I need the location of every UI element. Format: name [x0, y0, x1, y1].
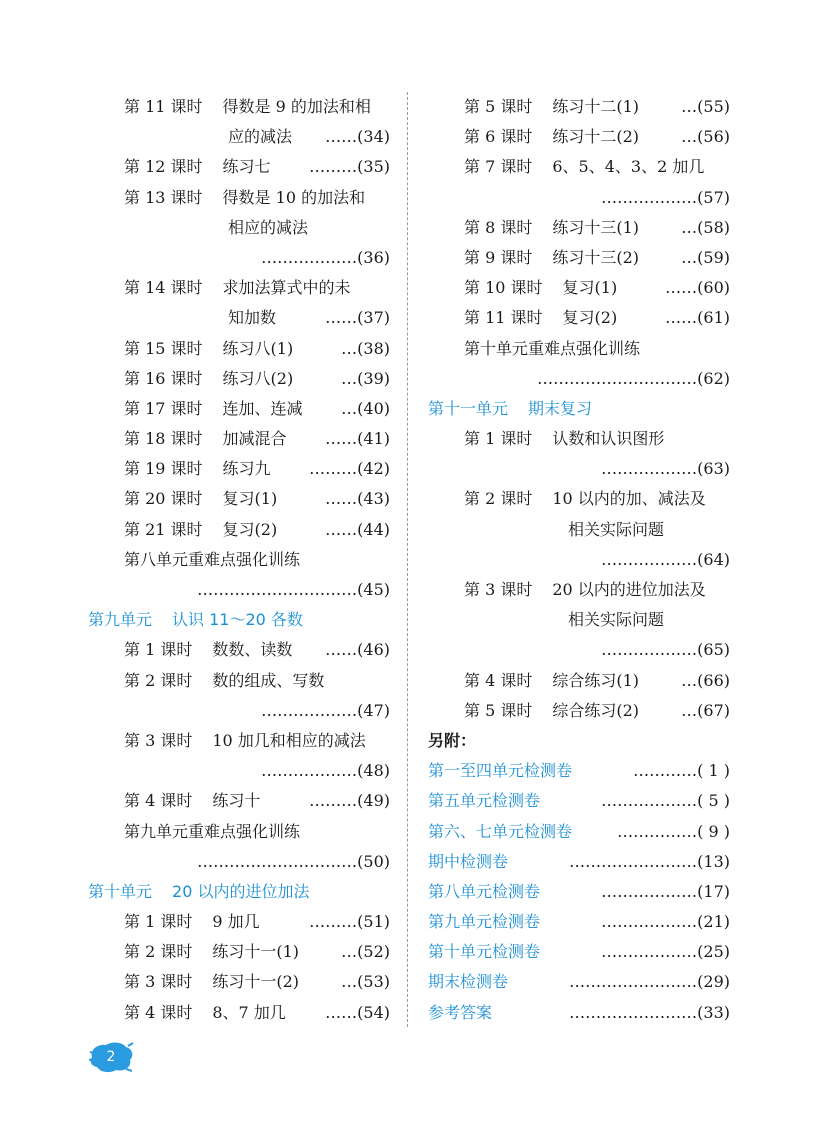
toc-leader — [601, 786, 730, 816]
lesson-title: 练习十二(1) — [552, 97, 640, 116]
toc-leader — [325, 303, 390, 333]
toc-entry — [88, 183, 390, 213]
lesson-number: 第 2 课时 — [124, 670, 193, 690]
lesson-title: 综合练习(2) — [552, 700, 640, 720]
appendix-entry — [428, 877, 730, 907]
toc-entry — [88, 937, 390, 967]
lesson-number: 第 11 课时 — [464, 308, 543, 328]
toc-dots: … — [681, 670, 698, 690]
lesson-number: 第 1 课时 — [124, 640, 193, 660]
toc-leader — [601, 907, 730, 937]
lesson-number: 第 4 课时 — [124, 791, 193, 811]
toc-page-number: (56) — [697, 127, 730, 147]
toc-leader — [569, 847, 730, 877]
lesson-number: 第 6 课时 — [464, 127, 533, 147]
appendix-entry — [428, 786, 730, 816]
toc-dots: ……………… — [601, 881, 698, 901]
lesson-title: 练习八(1) — [222, 338, 294, 358]
toc-leader — [341, 937, 390, 967]
toc-leader-line — [88, 756, 390, 786]
toc-leader-line — [88, 847, 390, 877]
unit-title: 20 以内的进位加法 — [172, 881, 310, 901]
lesson-number: 第 1 课时 — [464, 429, 533, 449]
toc-leader — [261, 696, 390, 726]
toc-leader-line — [88, 575, 390, 605]
toc-page-number: (17) — [697, 881, 730, 901]
unit-review-entry — [88, 817, 390, 847]
toc-leader — [601, 937, 730, 967]
toc-entry — [428, 273, 730, 303]
lesson-number: 第 12 课时 — [124, 157, 203, 177]
appendix-entry — [428, 817, 730, 847]
toc-dots: ………………………… — [197, 580, 358, 599]
toc-dots: … — [681, 127, 698, 147]
toc-leader — [665, 303, 730, 333]
toc-entry — [428, 484, 730, 514]
toc-dots: ……………… — [601, 640, 698, 660]
toc-dots: …… — [325, 1002, 358, 1022]
toc-dots: ……………… — [601, 187, 698, 207]
toc-entry — [88, 273, 390, 303]
toc-leader — [681, 122, 730, 152]
toc-dots: ………… — [633, 761, 698, 781]
appendix-title: 期中检测卷 — [428, 851, 509, 871]
lesson-number: 第 4 课时 — [464, 670, 533, 690]
unit-name: 第十一单元 — [428, 398, 509, 418]
toc-page-number: ( 9 ) — [697, 821, 730, 841]
appendix-title: 第一至四单元检测卷 — [428, 761, 573, 781]
appendix-entry — [428, 967, 730, 997]
toc-leader — [601, 454, 730, 484]
toc-dots: …………………… — [569, 851, 698, 871]
lesson-number: 第 17 课时 — [124, 398, 203, 418]
lesson-title: 8、7 加几 — [212, 1002, 286, 1022]
lesson-title: 复习(2) — [562, 308, 618, 328]
toc-page-number: (54) — [357, 1002, 390, 1022]
lesson-number: 第 11 课时 — [124, 97, 203, 116]
toc-dots: ……………… — [601, 942, 698, 962]
lesson-title: 得数是 9 的加法和相 — [222, 97, 371, 116]
toc-dots: ……………… — [261, 700, 358, 720]
toc-page-number: (46) — [357, 640, 390, 660]
appendix-title: 第九单元检测卷 — [428, 912, 541, 932]
toc-leader — [325, 122, 390, 152]
toc-page-number: (53) — [357, 972, 390, 992]
toc-entry — [428, 213, 730, 243]
toc-page-number: (64) — [697, 549, 730, 569]
appendix-title: 期末检测卷 — [428, 972, 509, 992]
toc-page-number: (50) — [357, 851, 390, 871]
toc-entry — [88, 334, 390, 364]
unit-title: 认识 11～20 各数 — [172, 610, 303, 630]
toc-leader-line — [428, 635, 730, 665]
lesson-title: 20 以内的进位加法及 — [552, 580, 706, 599]
toc-entry — [88, 635, 390, 665]
lesson-title: 9 加几 — [212, 912, 260, 932]
toc-dots: ……………… — [601, 549, 698, 569]
toc-leader — [341, 394, 390, 424]
lesson-title: 数数、读数 — [212, 640, 293, 660]
unit-name: 第十单元 — [88, 881, 153, 901]
toc-page-number: (41) — [357, 429, 390, 449]
toc-page-number: (62) — [697, 368, 730, 388]
appendix-entry — [428, 937, 730, 967]
toc-page-number: ( 5 ) — [697, 791, 730, 811]
lesson-number: 第 14 课时 — [124, 278, 203, 298]
toc-leader — [341, 967, 390, 997]
toc-page-number: (44) — [357, 519, 390, 539]
toc-dots: ………………………… — [197, 851, 358, 871]
toc-entry — [428, 243, 730, 273]
toc-dots: … — [341, 368, 358, 388]
appendix-entry — [428, 847, 730, 877]
lesson-title: 练习九 — [222, 459, 271, 479]
toc-page-number: (55) — [697, 97, 730, 116]
lesson-number: 第 16 课时 — [124, 368, 203, 388]
toc-leader — [601, 877, 730, 907]
lesson-title: 知加数 — [228, 308, 277, 328]
lesson-title: 相关实际问题 — [568, 610, 665, 630]
toc-entry-continued — [428, 605, 730, 635]
toc-dots: ……………… — [261, 247, 358, 267]
toc-dots: ……………… — [261, 761, 358, 781]
toc-entry — [428, 122, 730, 152]
toc-leader-line — [88, 243, 390, 273]
toc-leader-line — [428, 183, 730, 213]
lesson-title: 练习十一(1) — [212, 942, 300, 962]
toc-dots: …… — [325, 429, 358, 449]
toc-page-number: (34) — [357, 127, 390, 147]
lesson-number: 第 19 课时 — [124, 459, 203, 479]
toc-leader — [325, 635, 390, 665]
toc-page-number: (60) — [697, 278, 730, 298]
toc-dots: ……… — [309, 459, 358, 479]
unit-title: 期末复习 — [528, 398, 593, 418]
toc-leader — [601, 183, 730, 213]
lesson-title: 相应的减法 — [228, 217, 309, 237]
toc-dots: …… — [325, 489, 358, 509]
lesson-number: 第 5 课时 — [464, 97, 533, 116]
page-number-badge — [88, 1040, 134, 1074]
toc-page-number: ( 1 ) — [697, 761, 730, 781]
lesson-title: 求加法算式中的未 — [222, 278, 351, 298]
appendix-title: 第六、七单元检测卷 — [428, 821, 573, 841]
toc-entry — [88, 998, 390, 1028]
toc-leader — [261, 243, 390, 273]
toc-page-number: (59) — [697, 247, 730, 267]
toc-entry — [428, 92, 730, 122]
toc-dots: … — [341, 942, 358, 962]
toc-entry — [88, 726, 390, 756]
toc-page-number: (33) — [697, 1002, 730, 1022]
toc-leader — [633, 756, 730, 786]
appendix-title: 第十单元检测卷 — [428, 942, 541, 962]
toc-entry — [428, 152, 730, 182]
toc-page-number: (67) — [697, 700, 730, 720]
lesson-title: 复习(1) — [562, 278, 618, 298]
toc-page-number: (13) — [697, 851, 730, 871]
lesson-number: 第 3 课时 — [124, 972, 193, 992]
toc-leader — [665, 273, 730, 303]
toc-entry — [88, 967, 390, 997]
toc-leader — [197, 575, 390, 605]
lesson-number: 第 20 课时 — [124, 489, 203, 509]
toc-leader — [569, 998, 730, 1028]
toc-leader — [681, 243, 730, 273]
toc-leader — [681, 696, 730, 726]
toc-page-number: (63) — [697, 459, 730, 479]
toc-leader — [681, 213, 730, 243]
toc-page-number: (66) — [697, 670, 730, 690]
toc-dots: …… — [665, 278, 698, 298]
lesson-title: 练习十 — [212, 791, 261, 811]
toc-dots: ……………… — [601, 912, 698, 932]
toc-entry — [88, 92, 390, 122]
toc-dots: … — [341, 338, 358, 358]
lesson-title: 综合练习(1) — [552, 670, 640, 690]
toc-entry — [88, 424, 390, 454]
toc-entry — [88, 152, 390, 182]
toc-leader — [341, 334, 390, 364]
lesson-number: 第 8 课时 — [464, 217, 533, 237]
toc-entry-continued — [88, 303, 390, 333]
toc-entry — [428, 666, 730, 696]
toc-left-column — [88, 92, 390, 1028]
lesson-title: 得数是 10 的加法和 — [222, 187, 366, 207]
toc-leader — [261, 756, 390, 786]
toc-leader — [537, 364, 730, 394]
toc-leader — [309, 454, 390, 484]
unit-heading — [428, 394, 730, 424]
toc-page-number: (36) — [357, 247, 390, 267]
lesson-title: 复习(2) — [222, 519, 278, 539]
toc-page-number: (38) — [357, 338, 390, 358]
appendix-title: 第八单元检测卷 — [428, 881, 541, 901]
toc-leader-line — [428, 454, 730, 484]
toc-leader-line — [428, 545, 730, 575]
appendix-entry — [428, 756, 730, 786]
toc-leader — [569, 967, 730, 997]
toc-page-number: (48) — [357, 761, 390, 781]
lesson-title: 练习八(2) — [222, 368, 294, 388]
toc-page-number: (45) — [357, 580, 390, 599]
toc-entry-continued — [88, 213, 390, 243]
lesson-title: 练习十一(2) — [212, 972, 300, 992]
toc-page-number: (65) — [697, 640, 730, 660]
toc-page-number: (57) — [697, 187, 730, 207]
toc-dots: … — [681, 217, 698, 237]
toc-leader — [681, 666, 730, 696]
review-title: 第八单元重难点强化训练 — [124, 549, 301, 569]
unit-name: 第九单元 — [88, 610, 153, 630]
toc-page-number: (51) — [357, 912, 390, 932]
unit-review-entry — [428, 334, 730, 364]
toc-dots: … — [341, 972, 358, 992]
toc-dots: …… — [325, 308, 358, 328]
toc-dots: ……………… — [601, 791, 698, 811]
toc-dots: …… — [325, 519, 358, 539]
toc-page-number: (43) — [357, 489, 390, 509]
toc-leader — [309, 152, 390, 182]
toc-entry — [88, 394, 390, 424]
toc-entry — [428, 303, 730, 333]
toc-right-column — [428, 92, 730, 1028]
lesson-title: 复习(1) — [222, 489, 278, 509]
lesson-number: 第 13 课时 — [124, 187, 203, 207]
toc-dots: …………………… — [569, 972, 698, 992]
appendix-title: 参考答案 — [428, 1002, 493, 1022]
toc-page-number: (52) — [357, 942, 390, 962]
unit-heading — [88, 605, 390, 635]
lesson-title: 练习七 — [222, 157, 271, 177]
toc-dots: …… — [325, 640, 358, 660]
lesson-title: 练习十三(1) — [552, 217, 640, 237]
lesson-number: 第 2 课时 — [124, 942, 193, 962]
toc-page-number: (49) — [357, 791, 390, 811]
toc-page-number: (25) — [697, 942, 730, 962]
toc-dots: ……………… — [601, 459, 698, 479]
toc-dots: ……… — [309, 912, 358, 932]
toc-leader — [325, 515, 390, 545]
toc-entry — [88, 786, 390, 816]
lesson-number: 第 5 课时 — [464, 700, 533, 720]
toc-dots: … — [341, 398, 358, 418]
unit-heading — [88, 877, 390, 907]
toc-dots: … — [681, 700, 698, 720]
toc-entry-continued — [428, 515, 730, 545]
lesson-number: 第 7 课时 — [464, 157, 533, 177]
toc-dots: … — [681, 247, 698, 267]
toc-page-number: (35) — [357, 157, 390, 177]
toc-entry — [428, 424, 730, 454]
toc-page-number: (29) — [697, 972, 730, 992]
lesson-number: 第 21 课时 — [124, 519, 203, 539]
toc-entry — [88, 364, 390, 394]
toc-leader — [197, 847, 390, 877]
lesson-title: 练习十三(2) — [552, 247, 640, 267]
lesson-number: 第 3 课时 — [124, 730, 193, 750]
toc-page-number: (61) — [697, 308, 730, 328]
toc-dots: ……… — [309, 157, 358, 177]
toc-leader-line — [88, 696, 390, 726]
toc-entry — [88, 907, 390, 937]
lesson-title: 10 以内的加、减法及 — [552, 489, 706, 509]
toc-page-number: (58) — [697, 217, 730, 237]
toc-dots: …………… — [617, 821, 698, 841]
toc-page-number: (47) — [357, 700, 390, 720]
review-title: 第九单元重难点强化训练 — [124, 821, 301, 841]
toc-leader — [325, 998, 390, 1028]
lesson-number: 第 2 课时 — [464, 489, 533, 509]
toc-entry — [88, 515, 390, 545]
toc-leader — [309, 907, 390, 937]
unit-review-entry — [88, 545, 390, 575]
toc-leader — [681, 92, 730, 122]
toc-dots: ………………………… — [537, 368, 698, 388]
lesson-title: 10 加几和相应的减法 — [212, 730, 366, 750]
lesson-title: 应的减法 — [228, 127, 293, 147]
lesson-title: 6、5、4、3、2 加几 — [552, 157, 705, 177]
lesson-title: 相关实际问题 — [568, 519, 665, 539]
lesson-number: 第 1 课时 — [124, 912, 193, 932]
appendix-heading: 另附： — [428, 730, 477, 750]
toc-dots: …… — [665, 308, 698, 328]
toc-dots: ……… — [309, 791, 358, 811]
toc-leader — [309, 786, 390, 816]
lesson-number: 第 18 课时 — [124, 429, 203, 449]
toc-entry — [428, 575, 730, 605]
lesson-title: 练习十二(2) — [552, 127, 640, 147]
lesson-number: 第 3 课时 — [464, 580, 533, 599]
appendix-entry — [428, 907, 730, 937]
toc-leader — [601, 635, 730, 665]
toc-entry-continued — [88, 122, 390, 152]
lesson-title: 认数和认识图形 — [552, 429, 665, 449]
toc-entry — [88, 666, 390, 696]
toc-leader — [325, 484, 390, 514]
column-divider — [407, 92, 408, 1027]
lesson-number: 第 9 课时 — [464, 247, 533, 267]
toc-page-number: (39) — [357, 368, 390, 388]
toc-leader — [325, 424, 390, 454]
toc-leader-line — [428, 364, 730, 394]
lesson-number: 第 15 课时 — [124, 338, 203, 358]
toc-page-number: (21) — [697, 912, 730, 932]
page-number: 2 — [106, 1049, 116, 1065]
toc-dots: …………………… — [569, 1002, 698, 1022]
toc-page-number: (42) — [357, 459, 390, 479]
toc-entry — [428, 696, 730, 726]
lesson-number: 第 4 课时 — [124, 1002, 193, 1022]
toc-entry — [88, 454, 390, 484]
lesson-title: 数的组成、写数 — [212, 670, 325, 690]
appendix-title: 第五单元检测卷 — [428, 791, 541, 811]
lesson-title: 加减混合 — [222, 429, 287, 449]
toc-dots: …… — [325, 127, 358, 147]
toc-dots: … — [681, 97, 698, 116]
toc-entry — [88, 484, 390, 514]
lesson-title: 连加、连减 — [222, 398, 303, 418]
toc-leader — [601, 545, 730, 575]
toc-leader — [617, 817, 730, 847]
appendix-entry — [428, 998, 730, 1028]
toc-page-number: (37) — [357, 308, 390, 328]
lesson-number: 第 10 课时 — [464, 278, 543, 298]
review-title: 第十单元重难点强化训练 — [464, 338, 641, 358]
toc-leader — [341, 364, 390, 394]
toc-page-number: (40) — [357, 398, 390, 418]
